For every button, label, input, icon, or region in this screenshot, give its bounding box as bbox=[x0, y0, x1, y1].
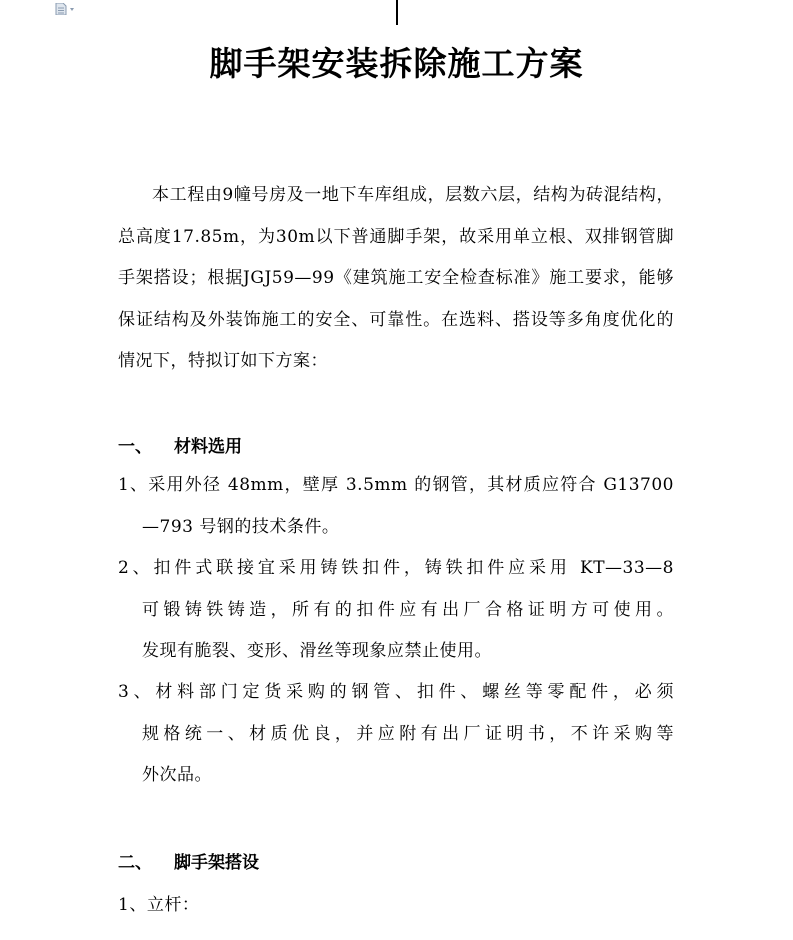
list-item-line: 3、材料部门定货采购的钢管、扣件、螺丝等零配件，必须 bbox=[118, 682, 674, 702]
document-title: 脚手架安装拆除施工方案 bbox=[209, 44, 584, 83]
list-item bbox=[118, 672, 674, 797]
section-heading-text: 脚手架搭设 bbox=[174, 853, 259, 873]
list-item-line: —793 号钢的技术条件。 bbox=[142, 516, 340, 537]
intro-paragraph-container bbox=[118, 175, 674, 383]
list-item-line: 1、采用外径 48mm，壁厚 3.5mm 的钢管，其材质应符合 G13700 bbox=[118, 475, 674, 495]
list-item-line: 2、扣件式联接宜采用铸铁扣件，铸铁扣件应采用 KT—33—8 bbox=[118, 558, 674, 578]
list-item bbox=[118, 465, 674, 548]
document-icon[interactable] bbox=[55, 0, 77, 12]
list-item-line: 发现有脆裂、变形、滑丝等现象应禁止使用。 bbox=[142, 641, 492, 661]
section-heading-scaffold-erection bbox=[118, 848, 259, 873]
list-item: 1、立杆： bbox=[118, 895, 200, 915]
list-item bbox=[118, 548, 674, 673]
intro-paragraph: 本工程由9幢号房及一地下车库组成，层数六层，结构为砖混结构，总高度17.85m，为30m以下普通脚手架，故采用单立根、双排钢管脚手架搭设；根据JGJ59—99《建筑施工安全检查标准》施工要求，能够保证结构及外装饰施工的安全、可靠性。在选料、搭设等多角度优化的情况下，特拟订如下方案： bbox=[118, 185, 674, 371]
text-cursor bbox=[396, 0, 398, 25]
section-number: 一、 bbox=[118, 437, 152, 457]
section-number: 二、 bbox=[118, 853, 152, 873]
list-item-line: 规格统一、材质优良，并应附有出厂证明书，不许采购等 bbox=[142, 723, 674, 744]
list-item-line: 外次品。 bbox=[142, 765, 212, 785]
section-heading-materials bbox=[118, 432, 242, 457]
section-heading-text: 材料选用 bbox=[174, 437, 242, 457]
list-item-line: 可锻铸铁铸造，所有的扣件应有出厂合格证明方可使用。 bbox=[142, 599, 674, 620]
